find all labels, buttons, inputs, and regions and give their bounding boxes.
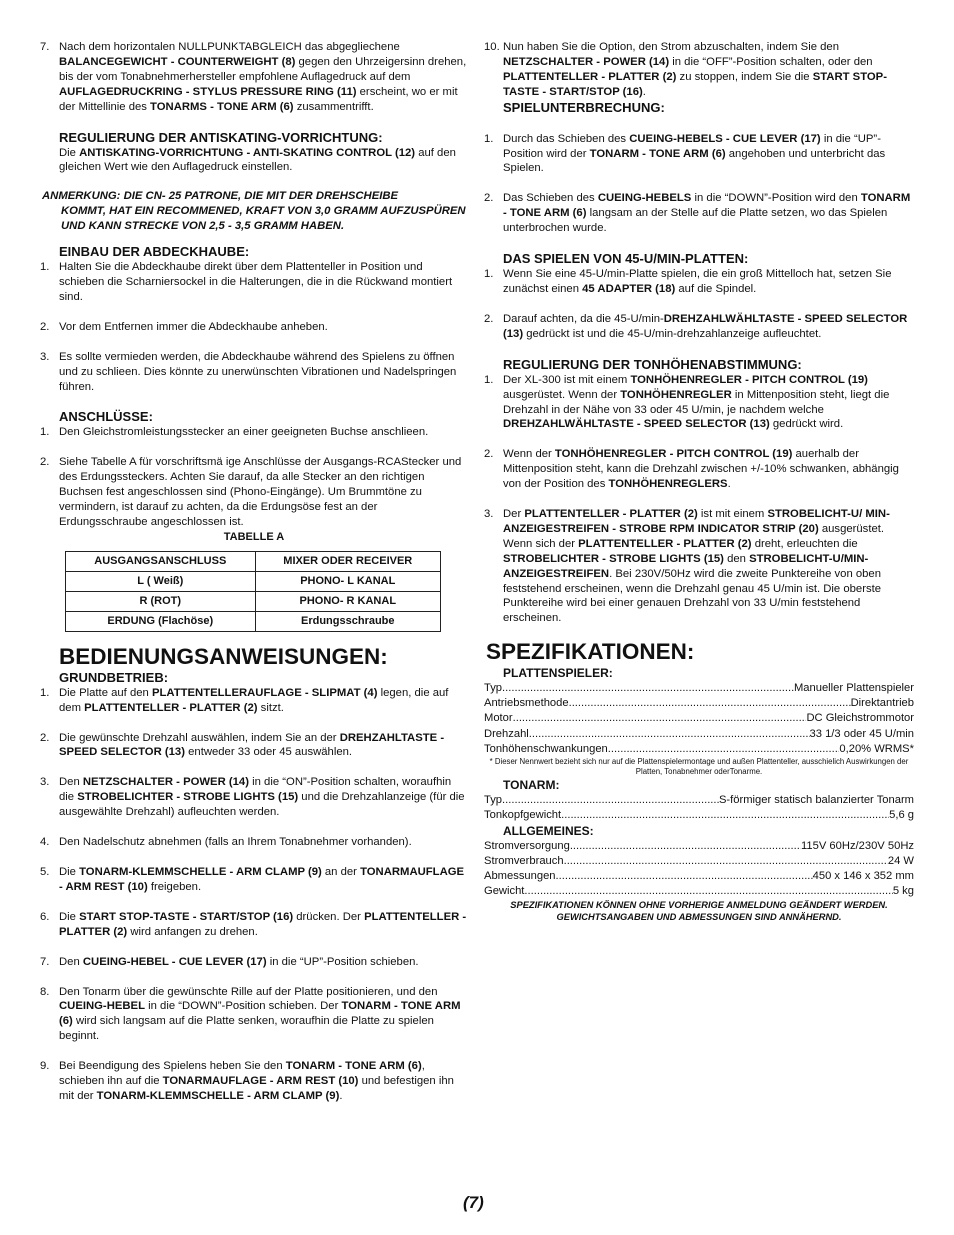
item-number: 3.	[40, 776, 50, 789]
basic-operation-list	[40, 686, 468, 1104]
spec-value: S-förmiger statisch balanzierter Tonarm	[718, 793, 914, 806]
item-text: Es sollte vermieden werden, die Abdeckhaube während des Spielens zu öffnen und zu schlieen. Dies könnte zu unerwünschten Vibrationen und Nadelspringen führen.	[59, 350, 457, 393]
instructions-title: BEDIENUNGSANWEISUNGEN:	[59, 643, 388, 669]
spec-value: DC Gleichstrommotor	[806, 712, 914, 725]
spec-row	[484, 727, 914, 742]
spec-key: Drehzahl	[484, 727, 529, 740]
item-number: 2.	[40, 320, 50, 333]
spec-value: Manueller Plattenspieler	[793, 682, 914, 695]
spec-key: Stromverbrauch	[484, 855, 564, 868]
item-number: 3.	[40, 350, 50, 363]
list-item	[40, 731, 468, 761]
item-number: 2.	[40, 731, 50, 744]
spec-key: Tonhöhenschwankungen	[484, 742, 608, 755]
item-text: Der XL-300 ist mit einem TONHÖHENREGLER - PITCH CONTROL (19) ausgerüstet. Wenn der TONHÖHENREGLER in Mittenposition steht, liegt die Drehzahl in der Nähe von 33 oder 45 U/min, je nachdem welche DREHZAHLWÄHLTASTE - SPEED SELECTOR (13) gedrückt wird.	[503, 373, 890, 431]
spec-row	[484, 884, 914, 899]
spec-disclaimer: SPEZIFIKATIONEN KÖNNEN OHNE VORHERIGE ANMELDUNG GEÄNDERT WERDEN. GEWICHTSANGABEN UND ABMESSUNGEN SIND ANNÄHERND.	[510, 900, 888, 923]
list-item	[40, 865, 468, 895]
spec-row	[484, 696, 914, 711]
section-heading-pitch: REGULIERUNG DER TONHÖHENABSTIMMUNG:	[503, 356, 802, 372]
spec-row	[484, 793, 914, 808]
turntable-specs	[484, 681, 914, 756]
cartridge-note	[42, 189, 468, 234]
list-item	[484, 267, 914, 297]
antiskating-text: Die ANTISKATING-VORRICHTUNG - ANTI-SKATING CONTROL (12) auf den gleichen Wert wie den Auflagedruck einstellen.	[59, 146, 456, 174]
list-item	[40, 910, 468, 940]
item-number: 2.	[484, 448, 494, 461]
list-item	[40, 425, 468, 440]
spec-heading-turntable: PLATTENSPIELER:	[503, 666, 613, 681]
spec-key: Motor	[484, 712, 513, 725]
item-text: Die gewünschte Drehzahl auswählen, indem Sie an der DREHZAHLTASTE - SPEED SELECTOR (13) entweder 33 oder 45 auswählen.	[59, 731, 445, 759]
table-cell: Erdungsschraube	[255, 611, 440, 631]
spec-key: Stromversorgung	[484, 839, 570, 852]
item-number: 2.	[484, 312, 494, 325]
spec-value: 0,20% WRMS*	[839, 742, 914, 755]
spec-row	[484, 869, 914, 884]
item-text: Den NETZSCHALTER - POWER (14) in die “ON”-Position schalten, woraufhin die STROBELICHTER - STROBE LIGHTS (15) und die Drehzahlanzeige (für die ausgewählte Drehzahl) aufleuchten werden.	[59, 776, 465, 819]
spec-footnote: * Dieser Nennwert bezieht sich nur auf die Plattenspielermontage und außen Plattenteller, ausschielich Auswirkungen der Platten, Tonabnehmer oderTonarme.	[489, 756, 909, 776]
pause-list	[484, 132, 914, 236]
item-text: Durch das Schieben des CUEING-HEBELS - CUE LEVER (17) in die “UP”-Position wird der TONARM - TONE ARM (6) angehoben und unterbricht das Spielen.	[503, 132, 886, 175]
item-text: Das Schieben des CUEING-HEBELS in die “DOWN”-Position wird den TONARM - TONE ARM (6) langsam an der Stelle auf die Platte setzen, wo das Spielen unterbrochen wurde.	[503, 192, 911, 235]
general-specs	[484, 839, 914, 899]
spec-value: 450 x 146 x 352 mm	[812, 870, 914, 883]
list-item	[40, 260, 468, 305]
spec-value: 5,6 g	[889, 808, 914, 821]
spec-row	[484, 742, 914, 757]
list-item	[484, 132, 914, 177]
spec-value: 33 1/3 oder 45 U/min	[809, 727, 914, 740]
item-number: 6.	[40, 910, 50, 923]
table-header: MIXER ODER RECEIVER	[255, 551, 440, 571]
table-cell: PHONO- L KANAL	[255, 571, 440, 591]
table-header: AUSGANGSANSCHLUSS	[66, 551, 256, 571]
spec-leader	[569, 696, 851, 711]
item-number: 3.	[484, 508, 494, 521]
item-text: Die Platte auf den PLATTENTELLERAUFLAGE - SLIPMAT (4) legen, die auf dem PLATTENTELLER - PLATTER (2) sitzt.	[59, 686, 449, 714]
item-text: Bei Beendigung des Spielens heben Sie den TONARM - TONE ARM (6), schieben ihn auf die TONARMAUFLAGE - ARM REST (10) und befestigen ihn mit der TONARM-KLEMMSCHELLE - ARM CLAMP (9).	[59, 1060, 454, 1102]
spec-leader	[561, 808, 889, 823]
item-text: Darauf achten, da die 45-U/min-DREHZAHLWÄHLTASTE - SPEED SELECTOR (13) gedrückt ist und die 45-U/min-drehzahlanzeige aufleuchtet.	[503, 312, 908, 340]
item-number: 1.	[484, 373, 494, 386]
rpm45-list	[484, 267, 914, 342]
item-number: 1.	[40, 686, 50, 699]
cover-list	[40, 260, 468, 394]
list-item	[40, 1059, 468, 1104]
spec-key: Tonkopfgewicht	[484, 808, 562, 821]
item-number: 2.	[484, 192, 494, 205]
item-text: Nun haben Sie die Option, den Strom abzuschalten, indem Sie den NETZSCHALTER - POWER (14) in die “OFF”-Position schalten, oder den PLATTENTELLER - PLATTER (2) zu stoppen, indem Sie die START STOP-TASTE - START/STOP (16).	[503, 41, 887, 98]
spec-value: Direktantrieb	[850, 697, 914, 710]
item-number: 5.	[40, 866, 50, 878]
list-item	[484, 191, 914, 236]
spec-title: SPEZIFIKATIONEN:	[486, 639, 695, 665]
item-number: 1.	[40, 426, 50, 439]
list-item	[484, 373, 914, 433]
item-text: Wenn der TONHÖHENREGLER - PITCH CONTROL (19) auerhalb der Mittenposition steht, kann die Drehzahl zwischen +/-10% schwanken, abhängig von der Position des TONHÖHENREGLERS.	[503, 448, 899, 491]
list-item	[484, 40, 914, 100]
spec-leader	[556, 869, 813, 884]
table-caption: TABELLE A	[223, 530, 285, 543]
item-number: 8.	[40, 985, 50, 998]
spec-key: Abmessungen	[484, 870, 556, 883]
item-number: 9.	[40, 1060, 50, 1073]
list-item	[40, 955, 468, 970]
item-text: Die TONARM-KLEMMSCHELLE - ARM CLAMP (9) an der TONARMAUFLAGE - ARM REST (10) freigeben.	[59, 866, 465, 893]
page-number: (7)	[463, 1193, 484, 1212]
item-text: Die START STOP-TASTE - START/STOP (16) drücken. Der PLATTENTELLER - PLATTER (2) wird anfangen zu drehen.	[59, 910, 467, 938]
spec-leader	[513, 711, 807, 726]
item-number: 10.	[484, 41, 500, 53]
item-text: Der PLATTENTELLER - PLATTER (2) ist mit einem STROBELICHT-U/ MIN-ANZEIGESTREIFEN - STROBE RPM INDICATOR STRIP (20) ausgerüstet. Wenn sich der PLATTENTELLER - PLATTER (2) dreht, erleuchten die STROBELICHTER - STROBE LIGHTS (15) den STROBELICHT-U/MIN-ANZEIGESTREIFEN. Bei 230V/50Hz wird die zweite Punktereihe von oben feststehend erscheinen, wenn die Drehzahl genau 45 U/min ist. Die oberste Punktereihe wird bei einer genauen Drehzahl von 33 U/min feststehend erscheinen.	[503, 508, 890, 625]
item-number: 1.	[40, 261, 50, 274]
table-cell: ERDUNG (Flachöse)	[66, 611, 256, 631]
item-number: 4.	[40, 836, 50, 849]
item-text: Siehe Tabelle A für vorschriftsmä ige Anschlüsse der Ausgangs-RCAStecker und des Erdungssteckers. Achten Sie darauf, da alle Stecker an den richtigen Buchsen fest angeschlossen sind (Phono-Eingänge). Um Brummtöne zu vermindern, ist darauf zu achten, da die Erdungsöse fest an der Erdungsschraube angeschlossen ist.	[59, 456, 462, 528]
right-column	[484, 40, 914, 923]
spec-row	[484, 681, 914, 696]
spec-leader	[608, 742, 840, 757]
item-number: 7.	[40, 41, 50, 53]
spec-value: 115V 60Hz/230V 50Hz	[801, 839, 914, 852]
item-text: Den Tonarm über die gewünschte Rille auf der Platte positionieren, und den CUEING-HEBEL in die “DOWN”-Position schieben. Der TONARM - TONE ARM (6) wird sich langsam auf die Platte senken, woraufhin die Platte zu spielen beginnt.	[59, 985, 461, 1043]
spec-leader	[564, 854, 888, 869]
spec-leader	[529, 727, 810, 742]
table-cell: PHONO- R KANAL	[255, 591, 440, 611]
note-first-line: ANMERKUNG: DIE CN- 25 PATRONE, DIE MIT DER DREHSCHEIBE	[42, 190, 399, 203]
spec-row	[484, 711, 914, 726]
list-item	[40, 350, 468, 395]
pitch-list	[484, 373, 914, 627]
list-item	[40, 455, 468, 530]
list-item	[40, 775, 468, 820]
note-rest: KOMMT, HAT EIN RECOMMENED, KRAFT VON 3,0 GRAMM AUFZUSPÜREN UND KANN STRECKE VON 2,5 - 3,5 GRAMM HABEN.	[61, 205, 466, 233]
spec-row	[484, 839, 914, 854]
item-text: Den Gleichstromleistungsstecker an einer geeigneten Buchse anschlieen.	[59, 426, 429, 439]
section-heading-basic: GRUNDBETRIEB:	[59, 669, 169, 685]
item-number: 7.	[40, 955, 50, 968]
spec-row	[484, 808, 914, 823]
spec-heading-general: ALLGEMEINES:	[503, 823, 594, 838]
item-text: Nach dem horizontalen NULLPUNKTABGLEICH das abgegliechene BALANCEGEWICHT - COUNTERWEIGHT (8) gegen den Uhrzeigersinn drehen, bis der vom Tonabnehmerhersteller empfohlene Auflagedruck auf dem AUFLAGEDRUCKRING - STYLUS PRESSURE RING (11) erscheint, wo er mit der Mittellinie des TONARMS - TONE ARM (6) zusammentrifft.	[59, 41, 467, 113]
connection-table	[65, 551, 441, 632]
list-item	[40, 320, 468, 335]
item-number: 1.	[484, 132, 494, 145]
spec-leader	[570, 839, 801, 854]
spec-heading-tonearm: TONARM:	[503, 777, 560, 792]
list-item	[484, 447, 914, 492]
spec-value: 5 kg	[892, 885, 914, 898]
spec-key: Typ	[484, 682, 503, 695]
section-heading-pause: SPIELUNTERBRECHUNG:	[503, 99, 665, 115]
list-item	[40, 686, 468, 716]
section-heading-antiskating: REGULIERUNG DER ANTISKATING-VORRICHTUNG:	[59, 129, 383, 145]
item-text: Den Nadelschutz abnehmen (falls an Ihrem Tonabnehmer vorhanden).	[59, 836, 412, 849]
table-row	[66, 571, 441, 591]
section-heading-connections: ANSCHLÜSSE:	[59, 409, 153, 425]
item-text: Halten Sie die Abdeckhaube direkt über dem Plattenteller in Position und schieben die Scharniersockel in die Halterungen, die in die Rückwand montiert sind.	[59, 261, 453, 303]
section-heading-45rpm: DAS SPIELEN VON 45-U/MIN-PLATTEN:	[503, 251, 749, 267]
spec-value: 24 W	[887, 855, 914, 868]
spec-leader	[502, 681, 794, 696]
table-cell: L ( Weiß)	[66, 571, 256, 591]
item-text: Vor dem Entfernen immer die Abdeckhaube anheben.	[59, 320, 328, 333]
table-cell: R (ROT)	[66, 591, 256, 611]
list-item	[40, 40, 468, 115]
list-item	[40, 835, 468, 850]
item-text: Wenn Sie eine 45-U/min-Platte spielen, die ein groß Mittelloch hat, setzen Sie zunächst einen 45 ADAPTER (18) auf die Spindel.	[503, 268, 892, 295]
list-item	[484, 507, 914, 626]
table-row	[66, 591, 441, 611]
left-column	[40, 40, 468, 1119]
spec-row	[484, 854, 914, 869]
item-text: Den CUEING-HEBEL - CUE LEVER (17) in die “UP”-Position schieben.	[59, 955, 419, 968]
list-item	[40, 985, 468, 1045]
spec-key: Antriebsmethode	[484, 697, 569, 710]
table-row	[66, 611, 441, 631]
connections-list	[40, 425, 468, 529]
spec-key: Gewicht	[484, 885, 525, 898]
tonearm-specs	[484, 793, 914, 823]
spec-leader	[502, 793, 719, 808]
item-number: 1.	[484, 268, 494, 281]
spec-leader	[524, 884, 892, 899]
section-heading-cover: EINBAU DER ABDECKHAUBE:	[59, 244, 250, 260]
item-number: 2.	[40, 456, 50, 469]
spec-key: Typ	[484, 793, 503, 806]
list-item	[484, 312, 914, 342]
